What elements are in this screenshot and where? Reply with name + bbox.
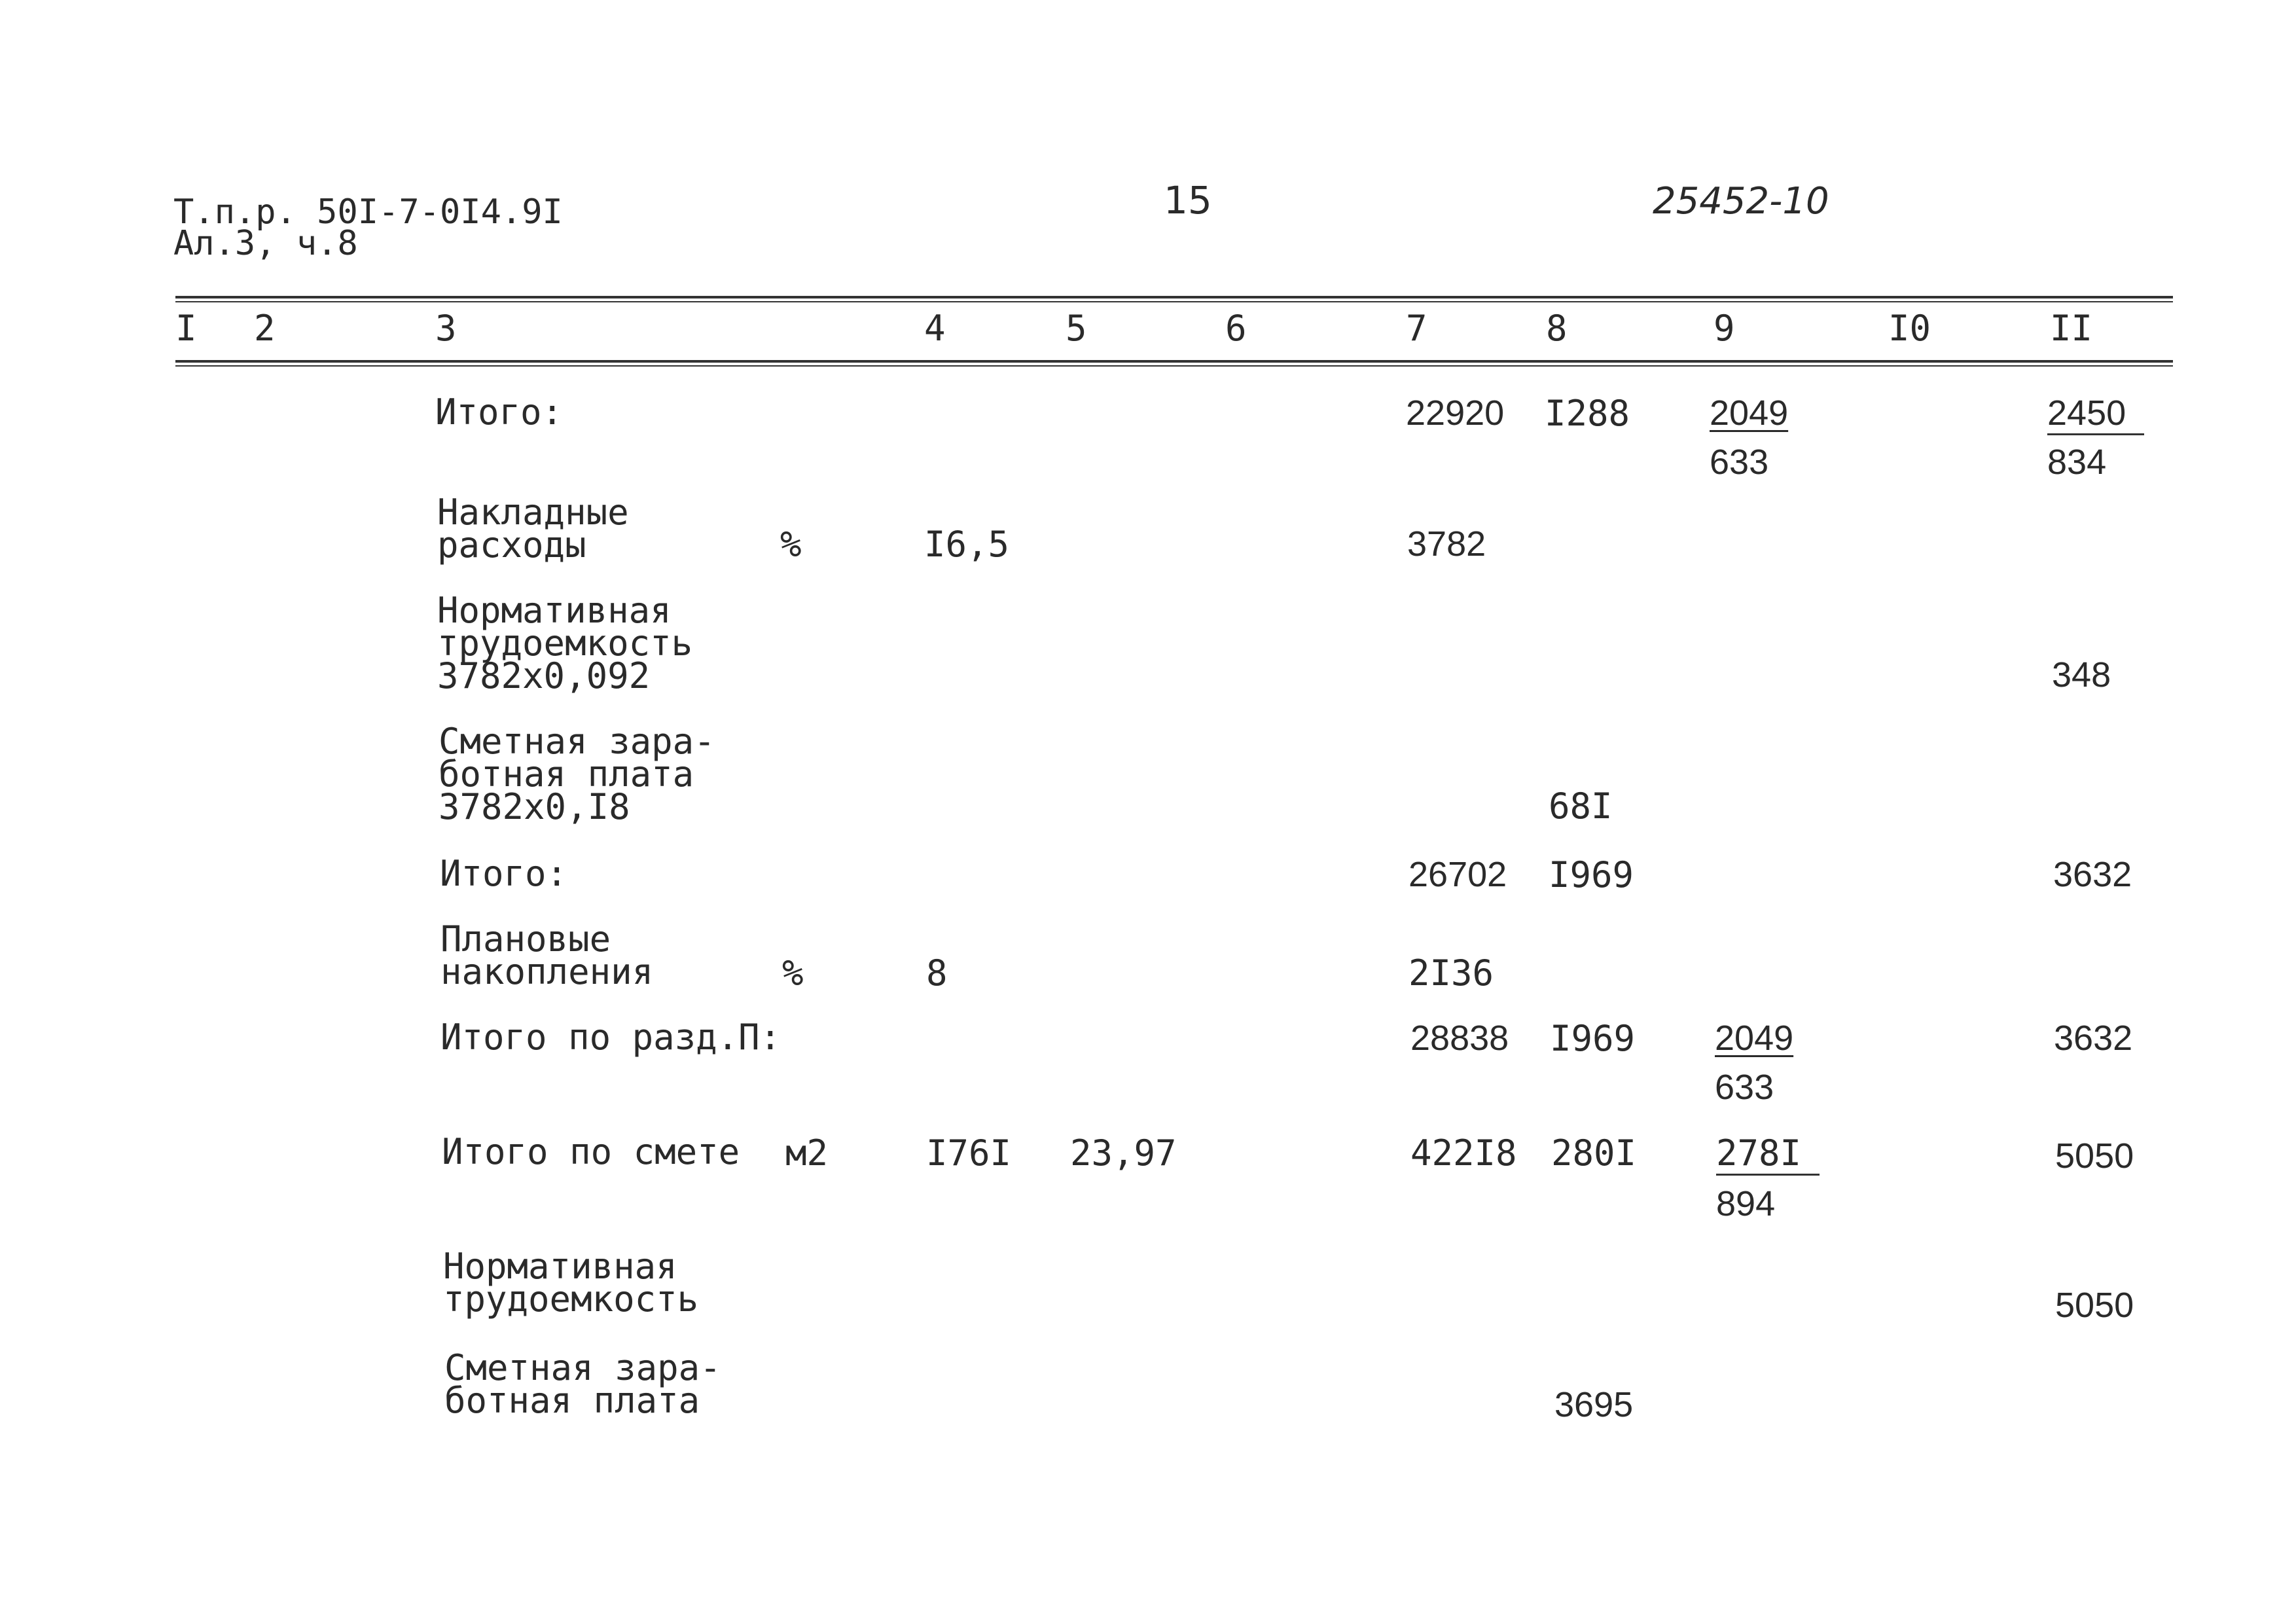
column-header-10: I0: [1888, 308, 1931, 349]
handwritten-code: 25452-10: [1653, 180, 1829, 223]
cell-col8: I288: [1545, 393, 1630, 434]
row-label: Нормативная трудоемкость 3782x0,092: [437, 590, 693, 696]
cell-col8: 280I: [1551, 1132, 1637, 1174]
cell-col11: 5050: [2055, 1286, 2134, 1325]
cell-col11: 348: [2052, 655, 2111, 695]
cell-col11-numerator: 2450: [2047, 393, 2144, 435]
column-header-7: 7: [1406, 308, 1427, 349]
column-header-4: 4: [924, 308, 946, 349]
cell-col7: 3782: [1407, 524, 1486, 564]
page-number: 15: [1164, 178, 1212, 223]
row-label: Сметная зара- ботная плата 3782x0,I8: [439, 721, 715, 827]
cell-col9-denominator: 894: [1716, 1184, 1776, 1223]
row-label: Итого по разд.П:: [440, 1017, 781, 1058]
column-header-5: 5: [1066, 308, 1087, 349]
cell-col8: I969: [1550, 1018, 1636, 1059]
column-header-8: 8: [1546, 308, 1568, 349]
column-header-6: 6: [1225, 308, 1247, 349]
cell-col9-numerator: 2049: [1710, 393, 1789, 433]
table-header-rule-2: [175, 365, 2173, 367]
cell-col11: 5050: [2055, 1136, 2134, 1176]
cell-col8: I969: [1549, 854, 1634, 895]
cell-col7: 2I36: [1408, 952, 1494, 994]
cell-unit: м2: [785, 1132, 829, 1174]
cell-col4: 8: [926, 952, 948, 994]
document-code-line2: Ал.3, ч.8: [173, 224, 358, 263]
document-code-line1: Т.п.р. 50I-7-0I4.9I: [173, 192, 563, 232]
row-label: Сметная зара- ботная плата: [444, 1347, 721, 1421]
row-label: Итого по смете: [442, 1131, 740, 1172]
cell-col9-denominator: 633: [1710, 442, 1769, 482]
cell-col7: 422I8: [1410, 1132, 1517, 1174]
cell-col4: I6,5: [924, 524, 1010, 565]
row-label: Итого:: [440, 853, 568, 894]
cell-col11: 3632: [2054, 1019, 2133, 1058]
row-label: Плановые накопления: [440, 918, 654, 992]
cell-col7: 28838: [1410, 1019, 1509, 1058]
cell-unit: %: [782, 952, 804, 994]
cell-col7: 26702: [1408, 855, 1507, 894]
cell-col11: 3632: [2053, 855, 2132, 894]
cell-col7: 22920: [1406, 393, 1505, 433]
cell-col4: I76I: [926, 1132, 1012, 1174]
row-label: Итого:: [435, 391, 564, 433]
column-header-11: II: [2050, 308, 2093, 349]
cell-col9-denominator: 633: [1715, 1068, 1774, 1107]
row-label: Накладные расходы: [437, 492, 629, 566]
table-top-rule-2: [175, 301, 2173, 302]
column-header-9: 9: [1713, 308, 1735, 349]
table-header-rule: [175, 360, 2173, 363]
cell-col11-denominator: 834: [2047, 442, 2107, 482]
cell-col9-numerator: 278I: [1716, 1132, 1820, 1176]
column-header-3: 3: [435, 308, 457, 349]
table-top-rule: [175, 296, 2173, 298]
column-header-1: I: [175, 308, 197, 349]
column-header-2: 2: [254, 308, 276, 349]
cell-col8: 3695: [1554, 1385, 1634, 1424]
cell-unit: %: [780, 524, 802, 565]
document-code: [173, 192, 563, 263]
cell-col9-numerator: 2049: [1715, 1019, 1794, 1058]
cell-col5: 23,97: [1070, 1132, 1177, 1174]
cell-col8: 68I: [1549, 785, 1613, 827]
row-label: Нормативная трудоемкость: [443, 1246, 699, 1320]
